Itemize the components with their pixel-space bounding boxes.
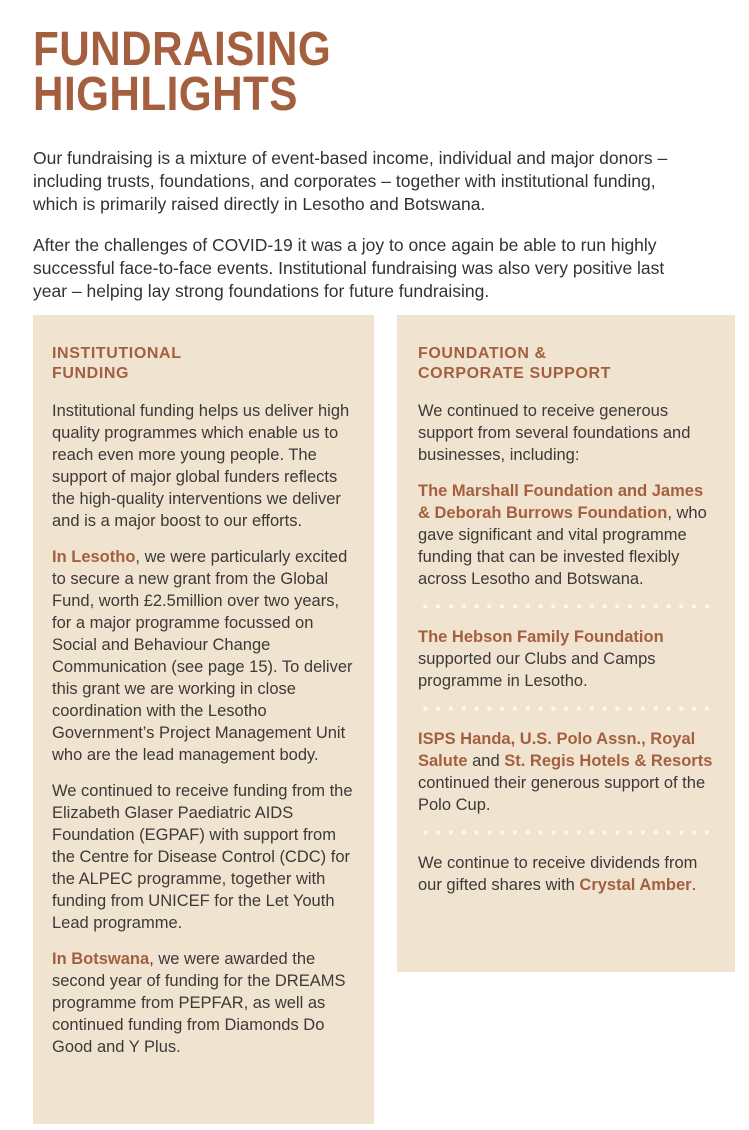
crystal-amber-label: Crystal Amber <box>579 876 692 894</box>
heading-line: CORPORATE SUPPORT <box>418 365 612 382</box>
institutional-paragraph-1: Institutional funding helps us deliver high quality programmes which enable us to reach even more young people. The support of major global funders reflects the high-quality interventions we deliver and is a major boost to our efforts. <box>52 402 350 530</box>
paragraph-text: continued their generous support of the Polo Cup. <box>418 774 706 814</box>
foundation-corporate-heading <box>418 344 714 384</box>
heading-line: FOUNDATION & <box>418 345 547 362</box>
marshall-burrows-label: The Marshall Foundation and James & Deborah Burrows Foundation <box>418 482 704 522</box>
paragraph-text: , we were awarded the second year of funding for the DREAMS programme from PEPFAR, as well as continued funding from Diamonds Do Good and Y Plus. <box>52 950 346 1056</box>
st-regis-label: St. Regis Hotels & Resorts <box>504 752 713 770</box>
dotted-divider <box>418 706 714 711</box>
heading-line: INSTITUTIONAL <box>52 345 182 362</box>
paragraph-text: and <box>467 752 505 770</box>
intro-section <box>33 147 697 321</box>
heading-line: FUNDING <box>52 365 130 382</box>
institutional-paragraph-3: We continued to receive funding from the Elizabeth Glaser Paediatric AIDS Foundation (EGPAF) with support from the Centre for Disease Control (CDC) for the ALPEC programme, together with funding from UNICEF for the Let Youth Lead programme. <box>52 782 353 932</box>
support-paragraph-3 <box>418 626 714 692</box>
dotted-divider <box>418 830 714 835</box>
botswana-label: In Botswana <box>52 950 150 968</box>
page-title-line-2: HIGHLIGHTS <box>33 68 298 121</box>
paragraph-text: , who gave significant and vital programme funding that can be invested flexibly across Lesotho and Botswana. <box>418 504 707 588</box>
paragraph-text: , we were particularly excited to secure a new grant from the Global Fund, worth £2.5million over two years, for a major programme focussed on Social and Behaviour Change Communication (see page 15). To deliver this grant we are working in close coordination with the Lesotho Government’s Project Management Unit who are the lead management body. <box>52 548 353 764</box>
hebson-label: The Hebson Family Foundation <box>418 628 664 646</box>
paragraph-text: supported our Clubs and Camps programme in Lesotho. <box>418 650 656 690</box>
paragraph-text: . <box>691 876 697 894</box>
institutional-paragraph-4 <box>52 948 358 1058</box>
support-paragraph-2 <box>418 480 714 590</box>
lesotho-label: In Lesotho <box>52 548 136 566</box>
intro-paragraph-2: After the challenges of COVID-19 it was a joy to once again be able to run highly successful face-to-face events. Institutional fundraising was also very positive last year – helping lay strong foundations for future fundraising. <box>33 235 665 301</box>
foundation-corporate-support-card <box>397 315 735 972</box>
page-title <box>33 23 332 121</box>
intro-paragraph-1: Our fundraising is a mixture of event-based income, individual and major donors – including trusts, foundations, and corporates – together with institutional funding, which is primarily raised directly in Lesotho and Botswana. <box>33 148 668 214</box>
institutional-paragraph-2 <box>52 546 358 766</box>
support-paragraph-5 <box>418 852 714 896</box>
polo-sponsors-label: ISPS Handa, U.S. Polo Assn., Royal Salute <box>418 730 696 770</box>
institutional-funding-card <box>33 315 374 1124</box>
support-paragraph-1: We continued to receive generous support from several foundations and businesses, including: <box>418 402 691 464</box>
paragraph-text: We continue to receive dividends from our gifted shares with <box>418 854 698 894</box>
support-paragraph-4 <box>418 728 714 816</box>
institutional-funding-heading <box>52 344 358 384</box>
dotted-divider <box>418 604 714 609</box>
page-title-line-1: FUNDRAISING <box>33 23 332 76</box>
